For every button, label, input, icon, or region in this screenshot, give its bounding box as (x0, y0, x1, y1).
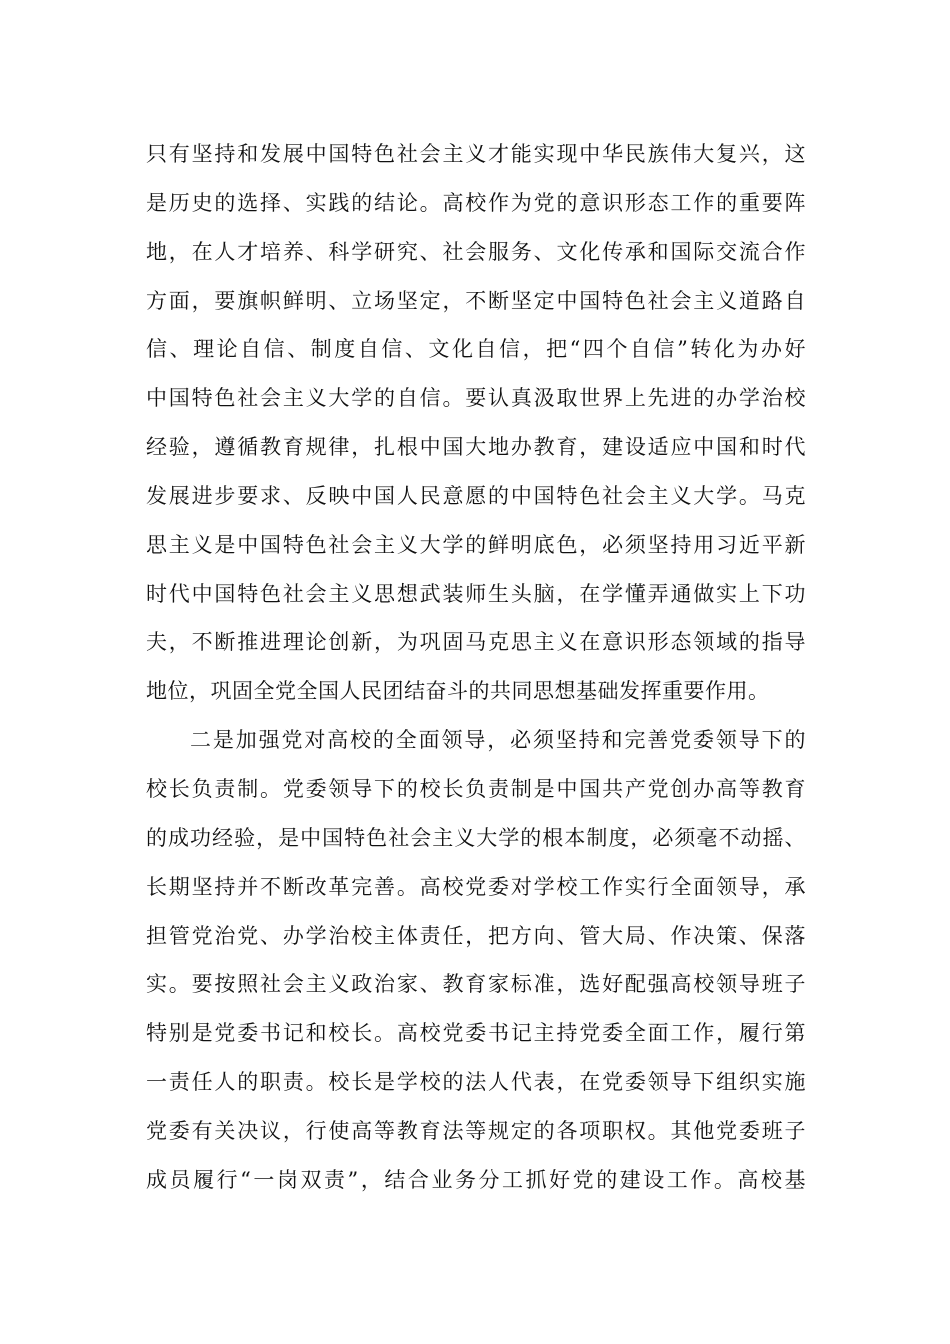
paragraph-start-line: 二是加强党对高校的全面领导，必须坚持和完善党委领导下的 (190, 728, 806, 753)
text-line: 党委有关决议，行使高等教育法等规定的各项职权。其他党委班子 (146, 1118, 806, 1143)
text-line: 时代中国特色社会主义思想武装师生头脑，在学懂弄通做实上下功 (146, 581, 806, 606)
text-line: 成员履行“一岗双责”，结合业务分工抓好党的建设工作。高校基 (146, 1167, 806, 1192)
text-line: 的成功经验，是中国特色社会主义大学的根本制度，必须毫不动摇、 (146, 825, 806, 850)
text-line: 经验，遵循教育规律，扎根中国大地办教育，建设适应中国和时代 (146, 435, 806, 460)
text-line: 长期坚持并不断改革完善。高校党委对学校工作实行全面领导，承 (146, 874, 806, 899)
text-line: 夫，不断推进理论创新，为巩固马克思主义在意识形态领域的指导 (146, 630, 806, 655)
text-line: 发展进步要求、反映中国人民意愿的中国特色社会主义大学。马克 (146, 483, 806, 508)
text-line: 一责任人的职责。校长是学校的法人代表，在党委领导下组织实施 (146, 1070, 806, 1095)
text-line: 地位，巩固全党全国人民团结奋斗的共同思想基础发挥重要作用。 (146, 679, 770, 704)
text-line: 思主义是中国特色社会主义大学的鲜明底色，必须坚持用习近平新 (146, 532, 806, 557)
text-line: 信、理论自信、制度自信、文化自信，把“四个自信”转化为办好 (146, 337, 806, 362)
text-line: 地，在人才培养、科学研究、社会服务、文化传承和国际交流合作 (146, 239, 806, 264)
text-line: 方面，要旗帜鲜明、立场坚定，不断坚定中国特色社会主义道路自 (146, 288, 806, 313)
body-text (146, 130, 806, 1205)
text-line: 担管党治党、办学治校主体责任，把方向、管大局、作决策、保落 (146, 923, 806, 948)
text-line: 中国特色社会主义大学的自信。要认真汲取世界上先进的办学治校 (146, 386, 806, 411)
text-line: 实。要按照社会主义政治家、教育家标准，选好配强高校领导班子 (146, 972, 806, 997)
text-line: 是历史的选择、实践的结论。高校作为党的意识形态工作的重要阵 (146, 190, 806, 215)
text-line: 特别是党委书记和校长。高校党委书记主持党委全面工作，履行第 (146, 1021, 806, 1046)
text-line: 只有坚持和发展中国特色社会主义才能实现中华民族伟大复兴，这 (146, 142, 806, 166)
text-line: 校长负责制。党委领导下的校长负责制是中国共产党创办高等教育 (146, 776, 806, 801)
